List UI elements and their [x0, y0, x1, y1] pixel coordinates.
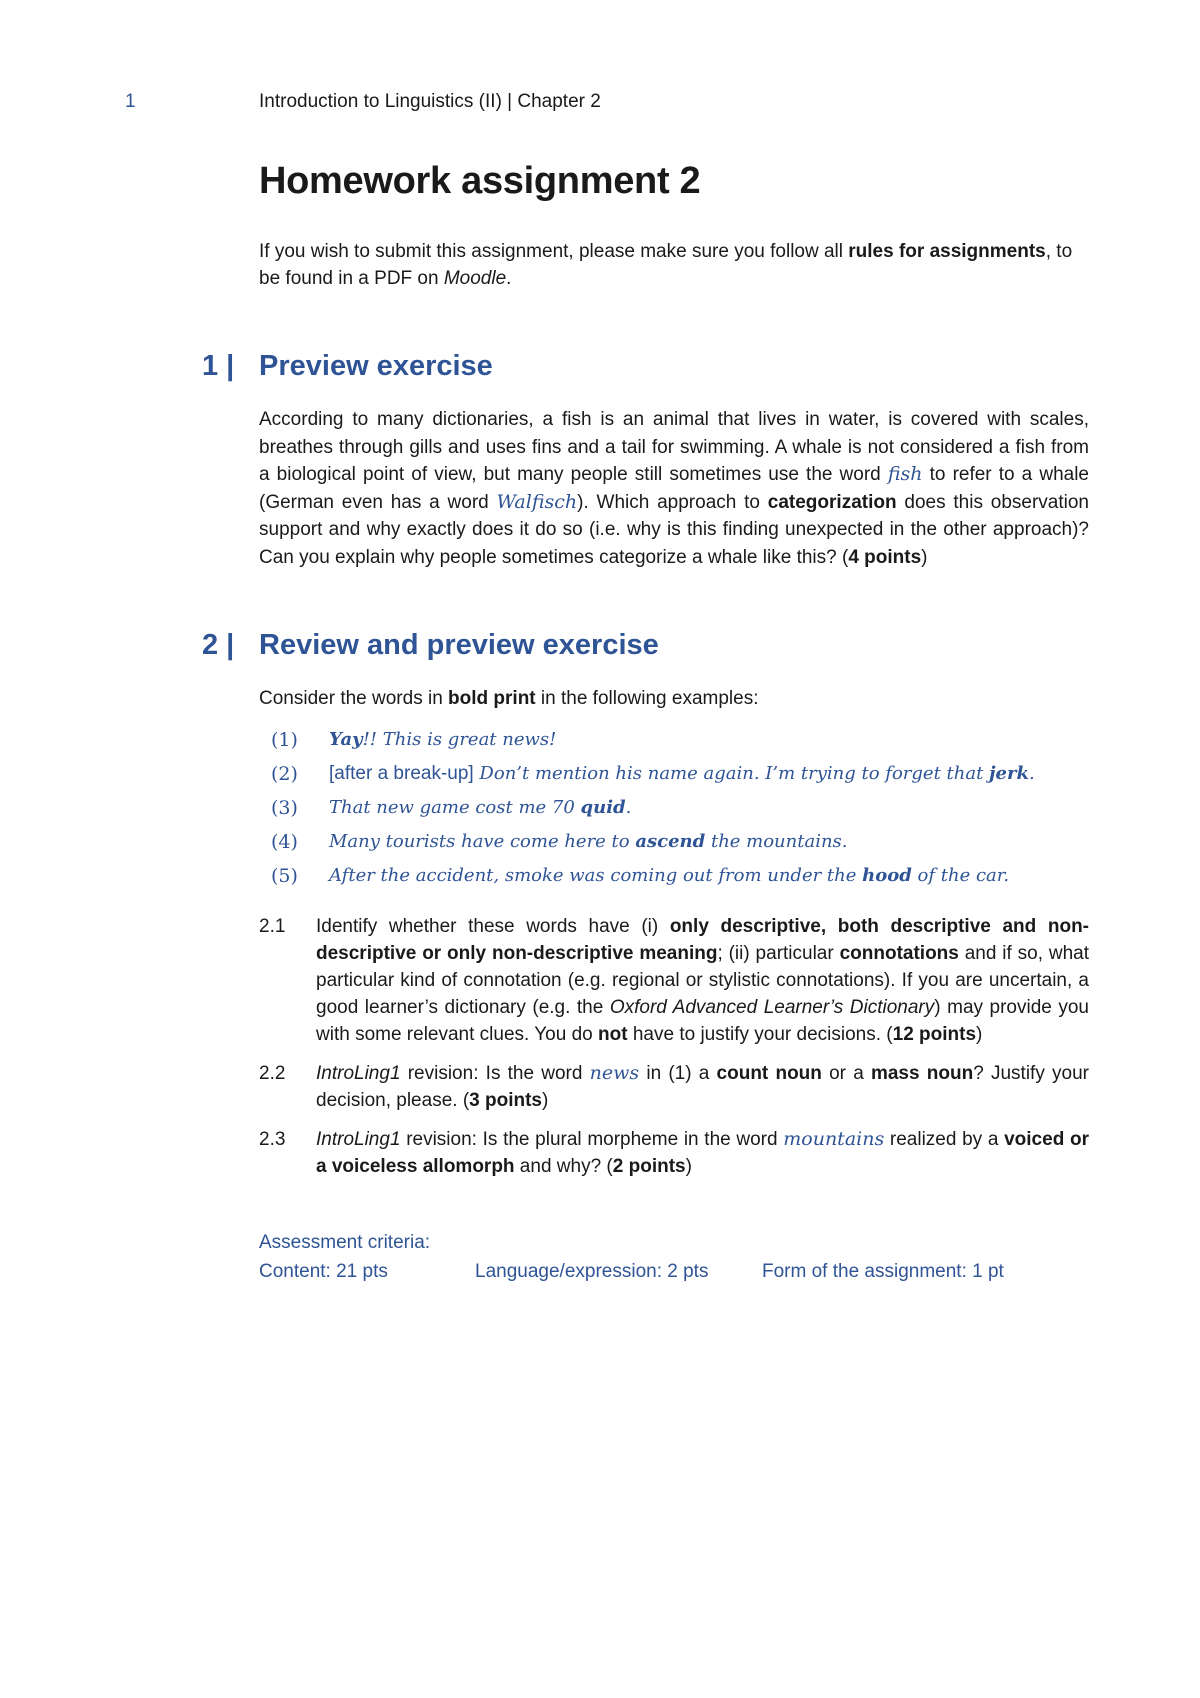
bold-term: bold print [448, 688, 536, 709]
page-number: 1 [125, 91, 136, 112]
example-item [259, 791, 1089, 825]
section-1-paragraph [259, 406, 1089, 571]
bold-term: mass noun [870, 1062, 974, 1084]
text-run: of the car. [911, 864, 1010, 886]
example-item [259, 825, 1089, 859]
running-head: Introduction to Linguistics (II) | Chapter 2 [259, 91, 601, 112]
italic-term: IntroLing1 [316, 1062, 401, 1084]
intro-italic: Moodle [443, 268, 507, 289]
text-run: Many tourists have come here to [329, 830, 636, 852]
bold-term: count noun [716, 1062, 822, 1084]
assessment-form: Form of the assignment: 1 pt [762, 1260, 1004, 1282]
text-run: have to justify your decisions. ( [627, 1023, 893, 1045]
italic-title: Oxford Advanced Learner’s Dictionary [609, 996, 935, 1018]
question-number: 2.2 [259, 1062, 286, 1084]
text-run: !! This is great news! [362, 728, 557, 750]
assessment-heading: Assessment criteria: [259, 1231, 431, 1253]
example-sentence [329, 865, 1009, 886]
text-run: Identify whether these words have (i) [316, 915, 670, 937]
question-2-1 [259, 913, 1089, 1048]
bold-term: only descriptive, both descriptive and non-descriptive or only non-descriptive meaning [316, 915, 1089, 964]
text-run: Consider the words in [259, 688, 449, 709]
text-run: ) may provide you with some relevant clues. You do [316, 996, 1089, 1045]
example-sentence [474, 763, 1035, 784]
bold-term: connotations [839, 942, 959, 964]
assessment-row [259, 1261, 1089, 1283]
text-run: ? Justify your decision, please. ( [316, 1062, 1089, 1111]
italic-term: IntroLing1 [316, 1128, 401, 1150]
intro-bold: rules for assignments [848, 241, 1046, 262]
text-run: ) [921, 546, 928, 568]
points: 2 points [612, 1155, 686, 1177]
bold-term: not [598, 1023, 628, 1045]
intro-paragraph [259, 238, 1089, 292]
section-1 [202, 350, 1089, 571]
question-2-2 [259, 1060, 1089, 1114]
section-2 [202, 629, 1090, 1180]
section-title: Preview exercise [259, 350, 493, 382]
question-2-3 [259, 1126, 1089, 1180]
example-number: (1) [271, 728, 298, 751]
intro-text: , to be found in a PDF on [259, 241, 1073, 289]
section-number: 2 | [202, 629, 235, 661]
text-run: in (1) a [639, 1062, 717, 1084]
document-body [202, 160, 1090, 1283]
text-run: ) [685, 1155, 692, 1177]
text-run: According to many dictionaries, a fish is an animal that lives in water, is covered with scales, breathes through gills and uses fins and a tail for swimming. A whale is not considered a fish from a biological point of view, but many people still sometimes use the word [259, 409, 1089, 485]
assessment-language: Language/expression: 2 pts [475, 1260, 709, 1282]
example-sentence [329, 729, 556, 750]
intro-text: If you wish to submit this assignment, please make sure you follow all [259, 241, 849, 262]
text-run: in the following examples: [535, 688, 759, 709]
text-run: ; (ii) particular [717, 942, 840, 964]
text-run: the mountains. [705, 830, 848, 852]
example-sentence [329, 831, 848, 852]
example-word: Walfisch [496, 490, 578, 513]
text-run: . [625, 796, 632, 818]
example-number: (5) [271, 864, 298, 887]
text-run: realized by a [884, 1128, 1005, 1150]
example-bold-word: ascend [635, 830, 706, 852]
page-title: Homework assignment 2 [259, 160, 701, 202]
question-list [259, 913, 1089, 1180]
assessment-content: Content: 21 pts [259, 1260, 388, 1282]
example-number: (4) [271, 830, 298, 853]
text-run: ) [542, 1089, 549, 1111]
bold-term: categorization [767, 491, 897, 513]
example-bold-word: quid [580, 796, 626, 818]
example-word: mountains [783, 1127, 885, 1150]
example-word: fish [887, 463, 923, 485]
bold-term: voiced or a voiceless allomorph [316, 1128, 1089, 1177]
text-run: That new game cost me 70 [329, 796, 581, 818]
points: 4 points [848, 546, 922, 568]
example-context: [after a break-up] [329, 762, 474, 784]
section-2-lead [259, 685, 1089, 713]
example-number: (2) [271, 762, 298, 785]
example-word: news [589, 1061, 640, 1084]
section-heading [202, 350, 1089, 390]
section-heading [202, 629, 1089, 669]
example-item [259, 757, 1089, 791]
text-run: . [1028, 762, 1035, 784]
text-run: revision: Is the word [400, 1062, 590, 1084]
text-run: Don’t mention his name again. I’m trying to forget that [473, 762, 990, 784]
text-run: ). Which approach to [577, 491, 768, 513]
example-item [259, 723, 1089, 757]
text-run: does this observation support and why exactly does it do so (i.e. why is this finding unexpected in the other approach)? Can you explain why people sometimes categorize a whale like this? ( [259, 491, 1089, 568]
question-number: 2.1 [259, 915, 286, 937]
intro-text: . [506, 268, 512, 289]
section-number: 1 | [202, 350, 235, 382]
text-run: After the accident, smoke was coming out from under the [329, 864, 863, 886]
assessment-criteria [259, 1232, 1089, 1283]
text-run: to refer to a whale (German even has a word [259, 464, 1089, 513]
text-run: revision: Is the plural morpheme in the word [400, 1128, 784, 1150]
example-bold-word: jerk [989, 762, 1029, 784]
example-item [259, 859, 1089, 893]
points: 3 points [469, 1089, 542, 1111]
example-number: (3) [271, 796, 298, 819]
example-bold-word: hood [862, 864, 912, 886]
text-run: and if so, what particular kind of connotation (e.g. regional or stylistic connotations). If you are uncertain, a good learner’s dictionary (e.g. the [316, 942, 1090, 1018]
points: 12 points [892, 1023, 977, 1045]
text-run: or a [821, 1062, 871, 1084]
section-title: Review and preview exercise [259, 629, 659, 661]
text-run: and why? ( [514, 1155, 613, 1177]
example-sentence [329, 797, 631, 818]
text-run: ) [976, 1023, 983, 1045]
example-bold-word: Yay [329, 728, 363, 750]
question-number: 2.3 [259, 1128, 286, 1150]
example-list [259, 723, 1089, 893]
